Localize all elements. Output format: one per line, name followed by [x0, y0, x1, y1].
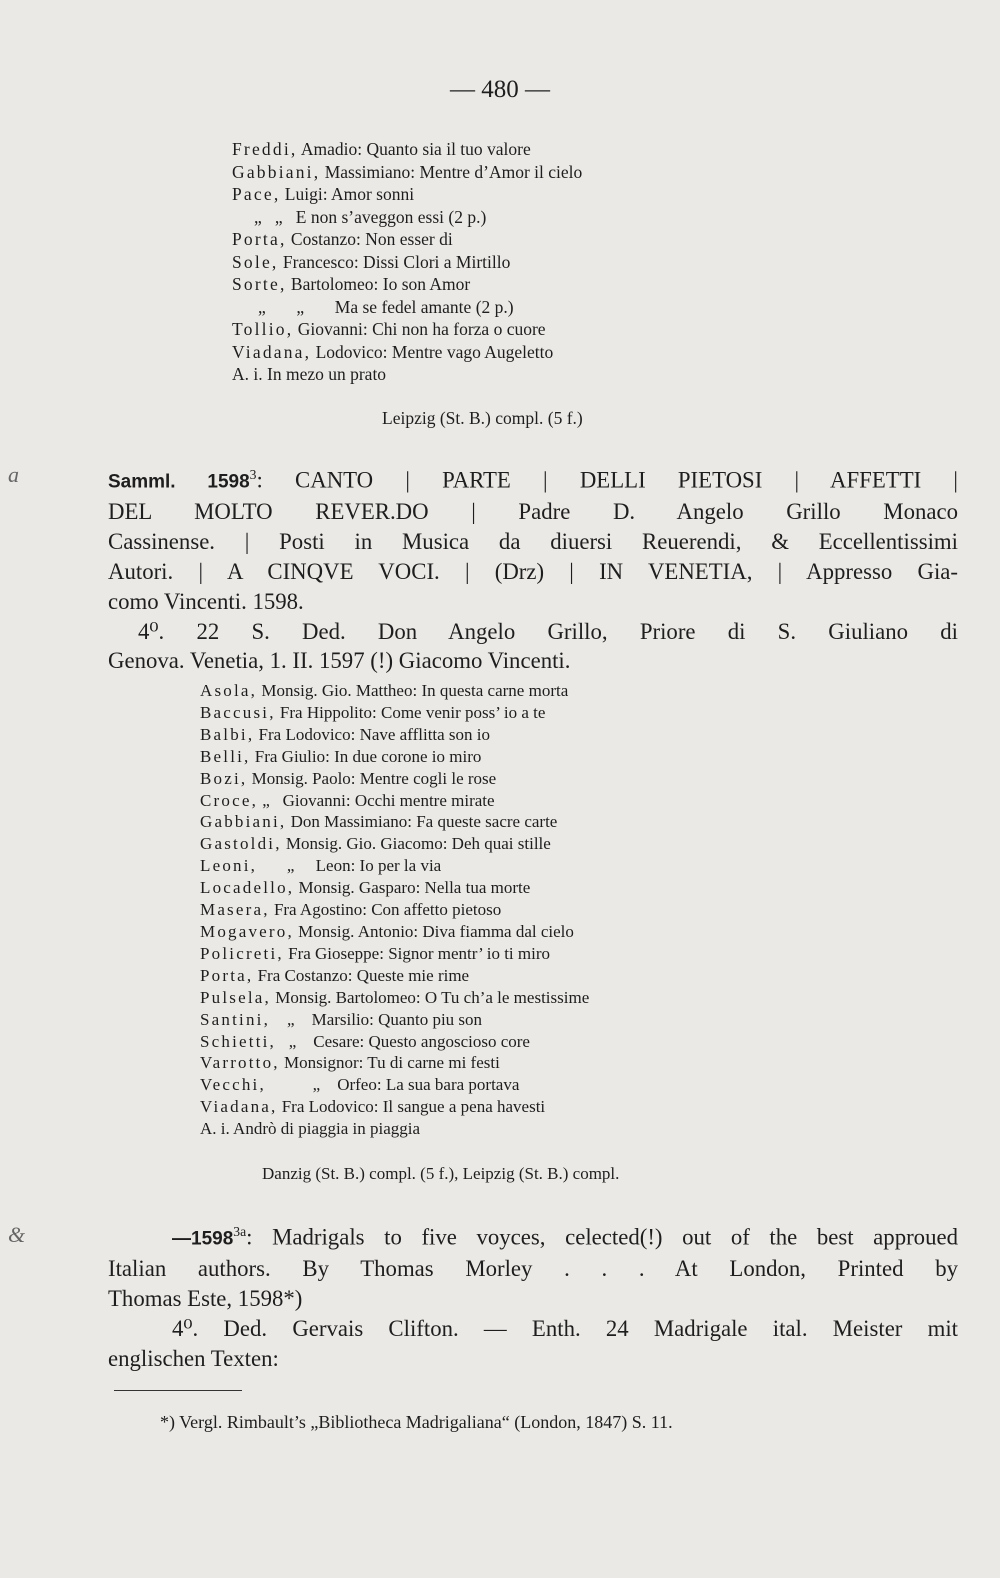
composer-surname: Gastoldi,	[200, 834, 282, 854]
list-item	[200, 680, 589, 702]
entry-1598-3-sup: 3	[249, 467, 257, 482]
entry-1598-3a-line-5: englischen Texten:	[108, 1345, 279, 1371]
composer-surname: Santini,	[200, 1009, 271, 1029]
composer-surname: Porta,	[232, 229, 287, 249]
work-detail: Monsig. Gasparo: Nella tua morte	[294, 878, 531, 898]
entry-1598-3-line-6: 4⁰. 22 S. Ded. Don Angelo Grillo, Priore di S. Giuliano di	[138, 618, 958, 644]
composer-surname: Belli,	[200, 746, 251, 766]
library-location-2: Danzig (St. B.) compl. (5 f.), Leipzig (St. B.) compl.	[262, 1164, 620, 1183]
list-item	[200, 855, 589, 877]
list-item	[232, 296, 582, 319]
list-item	[200, 746, 589, 768]
list-item	[200, 768, 589, 790]
work-detail: Costanzo: Non esser di	[286, 229, 453, 249]
list-item	[200, 965, 589, 987]
work-detail: Monsig. Gio. Giacomo: Deh quai stille	[281, 834, 551, 854]
page-number: — 480 —	[450, 76, 550, 103]
library-location-1: Leipzig (St. B.) compl. (5 f.)	[382, 408, 583, 428]
composer-surname: Croce,	[200, 790, 259, 810]
composer-surname: Porta,	[200, 965, 254, 985]
entry-1598-3a-sup: 3a	[233, 1224, 247, 1239]
margin-note-a: a	[8, 462, 19, 487]
composer-surname: Sorte,	[232, 274, 287, 294]
list-item	[200, 1074, 589, 1096]
entry-1598-3-line-2: DEL MOLTO REVER.DO | Padre D. Angelo Grillo Monaco	[108, 499, 958, 525]
composer-surname: Masera,	[200, 900, 270, 920]
footnote-rule	[114, 1390, 242, 1391]
list-item	[200, 1096, 589, 1118]
list-item	[232, 273, 582, 296]
work-detail: „ Leon: Io per la via	[257, 856, 442, 876]
work-detail: „ Giovanni: Occhi mentre mirate	[258, 790, 495, 810]
list-item	[200, 702, 589, 724]
work-detail: Fra Lodovico: Il sangue a pena havesti	[277, 1097, 546, 1117]
work-detail: Fra Hippolito: Come venir poss’ io a te	[275, 702, 546, 722]
list-item	[200, 1009, 589, 1031]
work-detail: Monsig. Bartolomeo: O Tu ch’a le mestissime	[270, 987, 590, 1007]
list-item	[200, 790, 589, 812]
list-item	[200, 811, 589, 833]
composer-surname: Baccusi,	[200, 702, 276, 722]
work-detail: Monsignor: Tu di carne mi festi	[279, 1053, 500, 1073]
composer-surname: Asola,	[200, 681, 258, 700]
work-detail: Fra Giulio: In due corone io miro	[250, 746, 482, 766]
list-item	[232, 183, 582, 206]
work-detail: Monsig. Gio. Mattheo: In questa carne morta	[257, 681, 569, 700]
work-detail: Don Massimiano: Fa queste sacre carte	[286, 812, 558, 832]
list-item	[232, 341, 582, 364]
list-item	[200, 987, 589, 1009]
entry-1598-3a-label: —1598	[172, 1228, 234, 1250]
work-detail: Fra Agostino: Con affetto pietoso	[269, 900, 502, 920]
list-item	[200, 1031, 589, 1053]
list-item	[232, 251, 582, 274]
composer-surname: Viadana,	[232, 341, 312, 362]
work-detail: Fra Lodovico: Nave afflitta son io	[254, 724, 491, 744]
work-detail: Massimiano: Mentre d’Amor il cielo	[320, 161, 583, 182]
list-item	[200, 877, 589, 899]
composer-surname: Vecchi,	[200, 1075, 266, 1095]
composer-surname: Freddi,	[232, 139, 298, 159]
list-item	[232, 228, 582, 251]
work-detail: A. i. Andrò di piaggia in piaggia	[200, 1119, 421, 1139]
margin-note-b: &	[8, 1222, 26, 1247]
entry-1598-3a	[108, 1217, 958, 1374]
composer-surname: Mogavero,	[200, 921, 294, 941]
work-detail: „ Orfeo: La sua bara portava	[265, 1075, 520, 1095]
composer-surname: Varrotto,	[200, 1053, 280, 1073]
composer-surname: Sole,	[232, 251, 279, 272]
composer-list-1	[232, 138, 582, 386]
composer-surname: Policreti,	[200, 943, 284, 963]
work-detail: Fra Gioseppe: Signor mentr’ io ti miro	[283, 943, 550, 963]
list-item	[200, 1052, 589, 1074]
work-detail: Bartolomeo: Io son Amor	[286, 274, 471, 294]
composer-surname: Pulsela,	[200, 987, 271, 1007]
entry-1598-3-line-5: como Vincenti. 1598.	[108, 588, 304, 614]
entry-1598-3a-line-1: $—1598^{3a}$: Madrigals to five voyces, celected(!) out of the best approued	[172, 1224, 958, 1250]
entry-1598-3-line-4: Autori. | A CINQVE VOCI. | (Drz) | IN VENETIA, | Appresso Gia-	[108, 558, 958, 584]
entry-1598-3	[108, 460, 958, 676]
composer-surname: Viadana,	[200, 1097, 278, 1117]
composer-surname: Bozi,	[200, 768, 248, 788]
composer-list-2	[200, 680, 589, 1140]
entry-1598-3a-line-4: 4⁰. Ded. Gervais Clifton. — Enth. 24 Madrigale ital. Meister mit	[172, 1315, 958, 1341]
work-detail: „ Cesare: Questo angoscioso core	[276, 1031, 530, 1051]
work-detail: „ „ Ma se fedel amante (2 p.)	[258, 296, 514, 317]
entry-1598-3a-line-2: Italian authors. By Thomas Morley . . . At London, Printed by	[108, 1256, 958, 1282]
composer-surname: Balbi,	[200, 724, 255, 744]
work-detail: A. i. In mezo un prato	[232, 364, 387, 384]
list-item	[232, 138, 582, 161]
composer-surname: Schietti,	[200, 1031, 276, 1051]
list-item	[232, 206, 582, 229]
work-detail: „ Marsilio: Quanto piu son	[270, 1009, 483, 1029]
composer-surname: Gabbiani,	[200, 812, 287, 832]
work-detail: Amadio: Quanto sia il tuo valore	[297, 139, 531, 159]
composer-surname: Gabbiani,	[232, 161, 321, 182]
composer-surname: Pace,	[232, 184, 281, 204]
composer-surname: Leoni,	[200, 856, 258, 876]
entry-1598-3-line-1: Samml. 1598$^3$: CANTO | PARTE | DELLI PIETOSI | AFFETTI |	[108, 467, 958, 493]
list-item	[200, 899, 589, 921]
entry-1598-3-line-3: Cassinense. | Posti in Musica da diuersi Reuerendi, & Eccellentissimi	[108, 529, 958, 555]
list-item	[200, 833, 589, 855]
list-item	[200, 943, 589, 965]
entry-1598-3-line-7: Genova. Venetia, 1. II. 1597 (!) Giacomo Vincenti.	[108, 648, 571, 674]
list-item	[232, 363, 582, 386]
list-item	[200, 724, 589, 746]
work-detail: „ „ E non s’aveggon essi (2 p.)	[254, 206, 487, 227]
work-detail: Giovanni: Chi non ha forza o cuore	[293, 319, 546, 339]
work-detail: Fra Costanzo: Queste mie rime	[253, 965, 470, 985]
list-item	[232, 161, 582, 184]
list-item	[200, 1118, 589, 1140]
list-item	[232, 318, 582, 341]
work-detail: Francesco: Dissi Clori a Mirtillo	[278, 251, 511, 272]
footnote: *) Vergl. Rimbault’s „Bibliotheca Madrigaliana“ (London, 1847) S. 11.	[160, 1412, 673, 1432]
composer-surname: Tollio,	[232, 319, 294, 339]
work-detail: Monsig. Paolo: Mentre cogli le rose	[247, 768, 497, 788]
entry-1598-3-label: Samml. 1598	[108, 471, 250, 493]
list-item	[200, 921, 589, 943]
work-detail: Luigi: Amor sonni	[280, 184, 415, 204]
entry-1598-3a-line-3: Thomas Este, 1598*)	[108, 1286, 303, 1312]
work-detail: Lodovico: Mentre vago Augeletto	[311, 341, 554, 362]
composer-surname: Locadello,	[200, 878, 295, 898]
work-detail: Monsig. Antonio: Diva fiamma dal cielo	[293, 921, 574, 941]
